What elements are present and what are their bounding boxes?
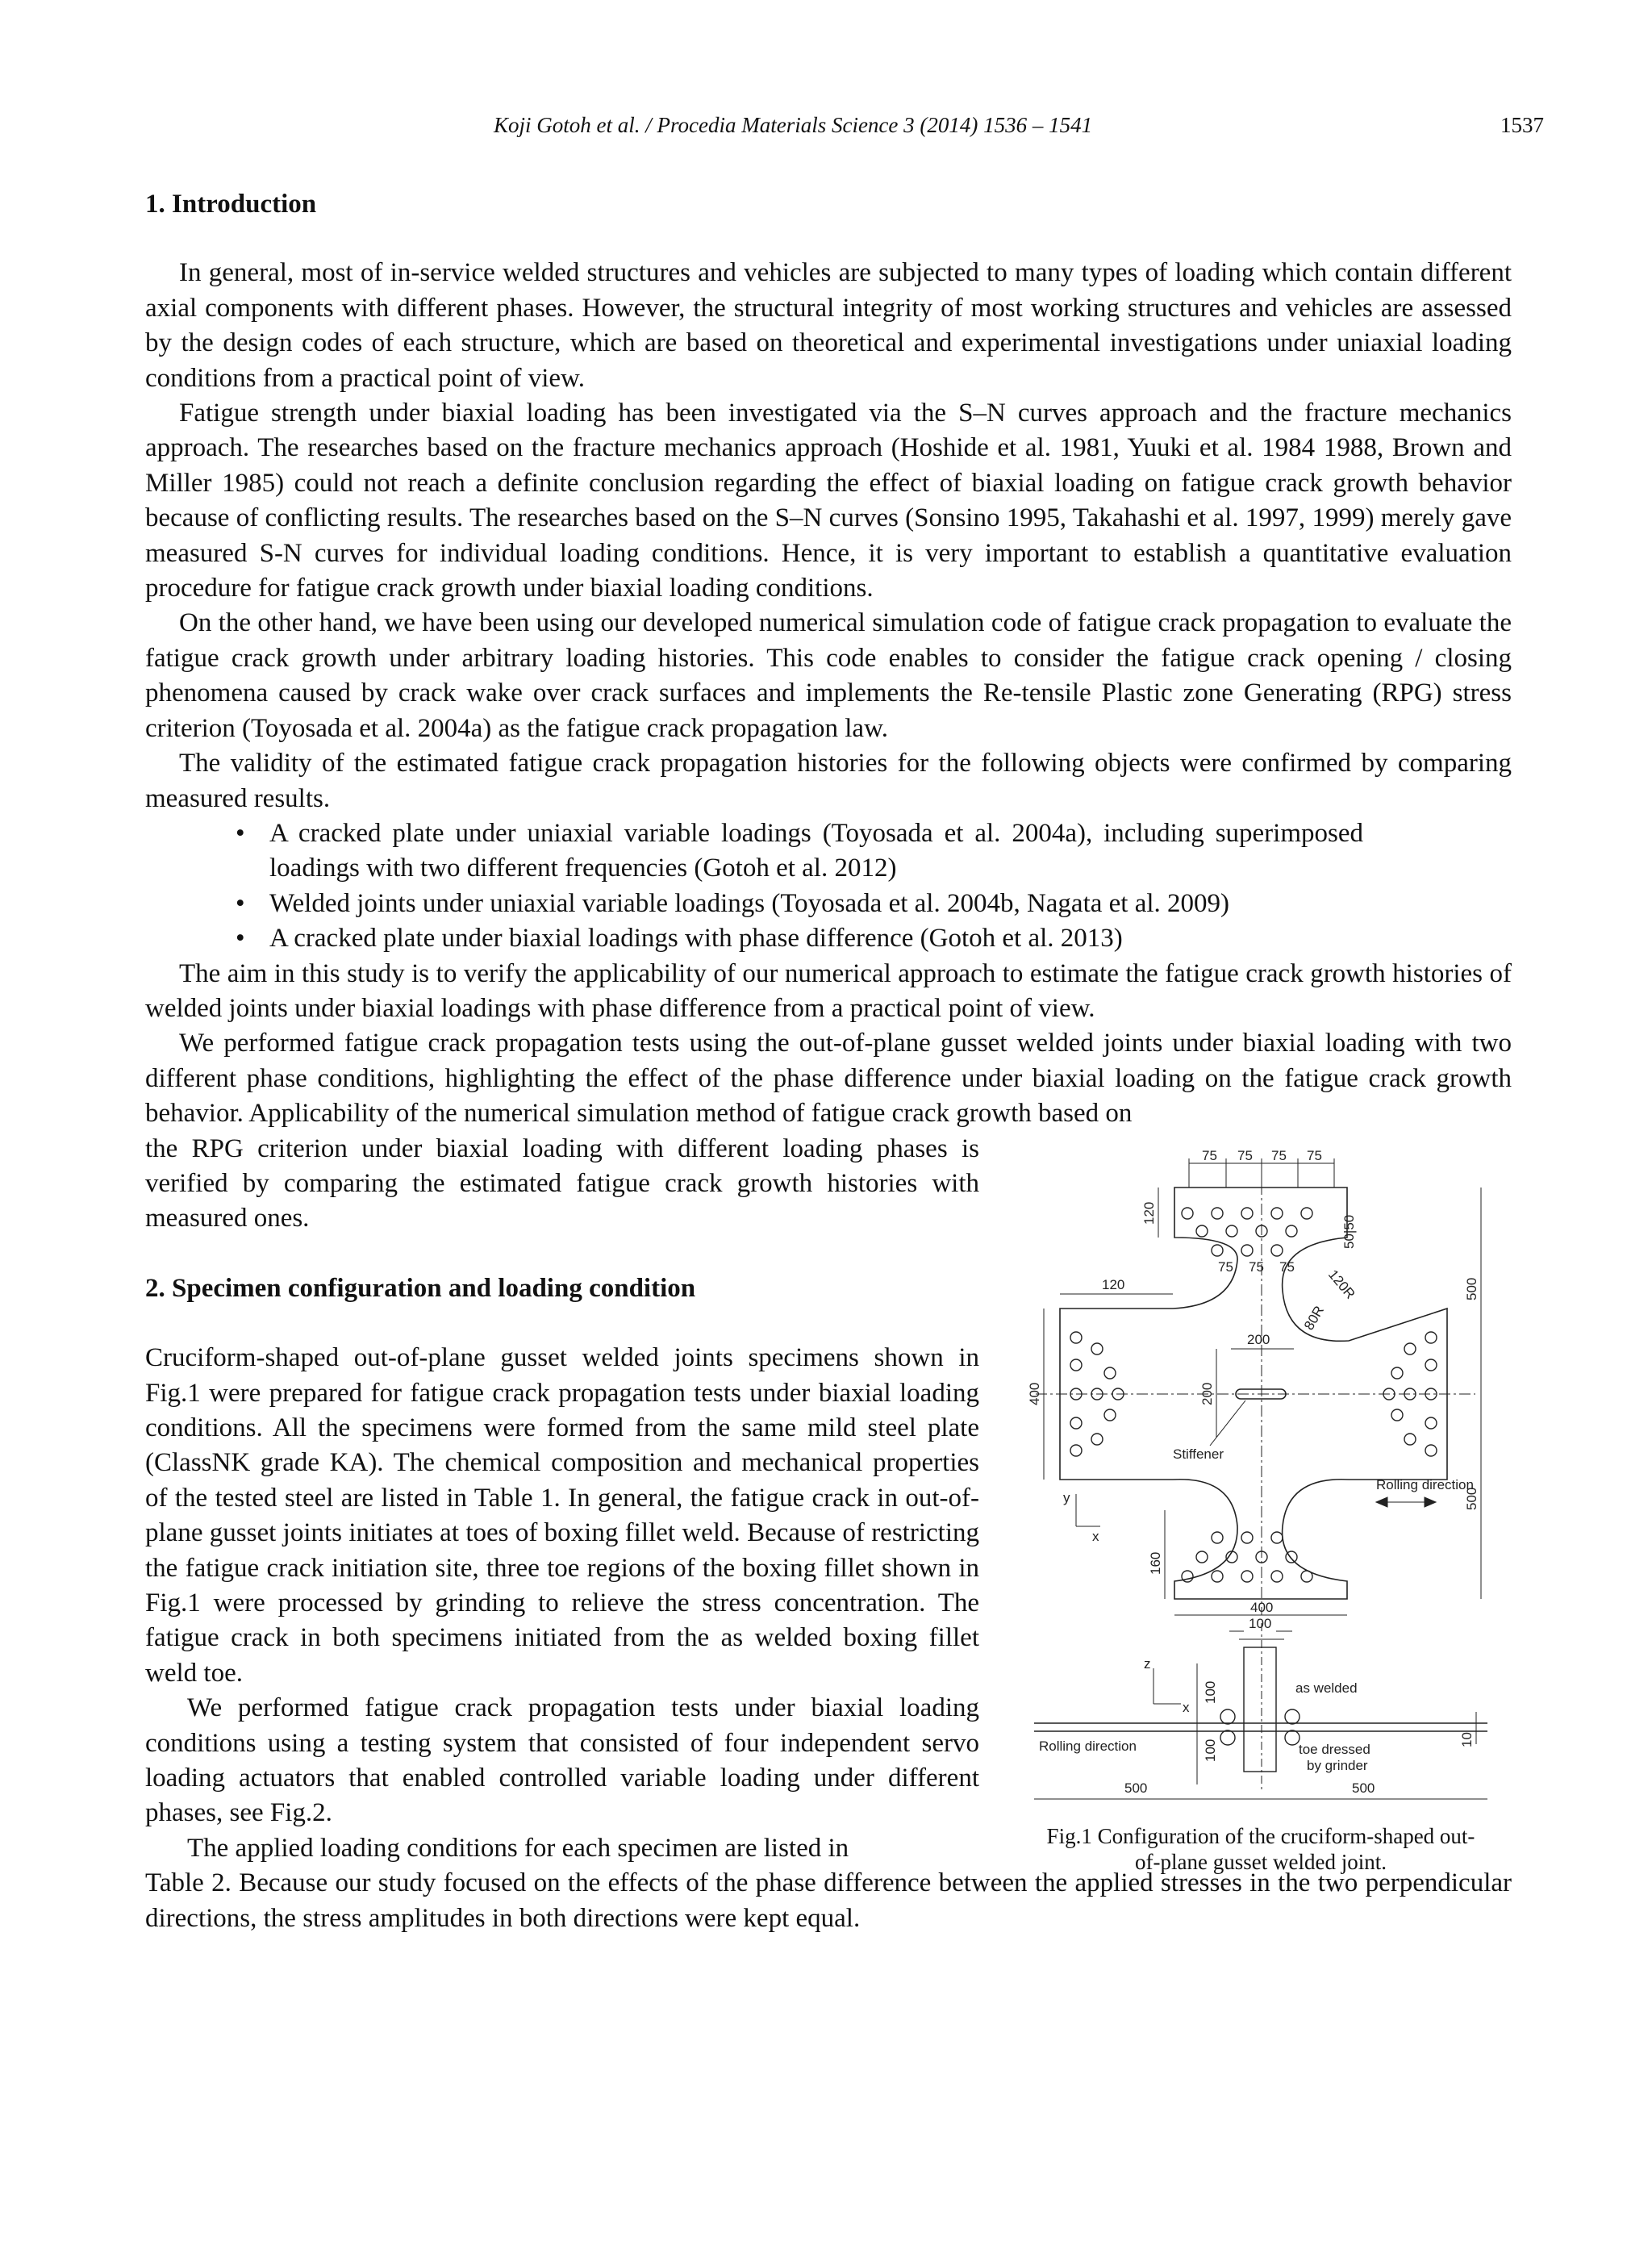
paragraph: The aim in this study is to verify the applicability of our numerical approach to estimate the fatigue crack growth histories of welded joints under biaxial loadings with phase difference from a practical point of view. <box>145 958 1512 1023</box>
section-heading-specimen: 2. Specimen configuration and loading condition <box>145 1273 696 1303</box>
list-item: • Welded joints under uniaxial variable loadings (Toyosada et al. 2004b, Nagata et al. 2009) <box>269 887 1363 921</box>
dim-100: 100 <box>1249 1616 1272 1631</box>
dim-120: 120 <box>1102 1277 1125 1292</box>
specimen-outline <box>1060 1188 1447 1599</box>
figure-cruciform-specimen <box>1012 1147 1496 1889</box>
toe-dressed-label: by grinder <box>1307 1758 1368 1773</box>
toe-dressed-label: toe dressed <box>1299 1742 1370 1757</box>
dim-200: 200 <box>1199 1382 1215 1405</box>
dim-50-50: 50|50 <box>1341 1214 1357 1249</box>
paragraph: The applied loading conditions for each specimen are listed in <box>187 1833 849 1863</box>
dim-500: 500 <box>1464 1277 1479 1300</box>
paragraph: Cruciform-shaped out-of-plane gusset welded joints specimens shown in Fig.1 were prepared for fatigue crack propagation tests under biaxial loading conditions. All the specimens were formed from the same mild steel plate (ClassNK grade KA). The chemical composition and mechanical properties of the tested steel are listed in Table 1. In general, the fatigue crack in out-of-plane gusset joints initiates at toes of boxing fillet weld. Because of restricting the fatigue crack initiation site, three toe regions of the boxing fillet shown in Fig.1 were processed by grinding to relieve the stress concentration. The fatigue crack in both specimens initiated from the as welded boxing fillet weld toe. <box>145 1343 979 1688</box>
dim-75: 75 <box>1202 1148 1217 1163</box>
paragraph: The validity of the estimated fatigue crack propagation histories for the following objects were confirmed by comparing measured results. <box>145 749 1512 813</box>
dim-400: 400 <box>1027 1382 1042 1405</box>
running-header <box>0 113 1652 145</box>
paragraph: the RPG criterion under biaxial loading with different loading phases is verified by comparing the estimated fatigue crack growth histories with measured ones. <box>145 1133 979 1233</box>
figure-caption <box>1023 1823 1499 1875</box>
dim-100: 100 <box>1203 1739 1218 1762</box>
left-column <box>145 1132 979 1867</box>
dim-75: 75 <box>1249 1259 1264 1275</box>
caption-line: Fig.1 Configuration of the cruciform-shaped out- <box>1046 1824 1475 1848</box>
caption-line: of-plane gusset welded joint. <box>1135 1850 1387 1874</box>
stiffener-label: Stiffener <box>1173 1446 1224 1462</box>
dim-500: 500 <box>1124 1780 1148 1796</box>
page-number: 1537 <box>1500 113 1544 137</box>
dim-400: 400 <box>1250 1600 1274 1615</box>
list-item: • A cracked plate under biaxial loadings with phase difference (Gotoh et al. 2013) <box>269 921 1363 956</box>
gusset-section <box>1244 1647 1276 1772</box>
paragraph: Table 2. Because our study focused on the effects of the phase difference between the applied stresses in the two perpendicular directions, the stress amplitudes in both directions were kept equal. <box>145 1868 1512 1933</box>
axis-z-label: z <box>1144 1656 1151 1672</box>
dim-75: 75 <box>1271 1148 1287 1163</box>
rolling-direction-label: Rolling direction <box>1039 1739 1137 1754</box>
dim-75: 75 <box>1307 1148 1322 1163</box>
paragraph: We performed fatigue crack propagation tests using the out-of-plane gusset welded joints under biaxial loading with two different phase conditions, highlighting the effect of the phase difference under biaxial loading on the fatigue crack growth behavior. Applicability of the numerical simulation method of fatigue crack growth based on <box>145 1029 1512 1129</box>
dim-160: 160 <box>1148 1551 1163 1575</box>
dim-10: 10 <box>1459 1732 1475 1747</box>
running-title: Koji Gotoh et al. / Procedia Materials Science 3 (2014) 1536 – 1541 <box>494 113 1093 137</box>
dim-500: 500 <box>1464 1487 1479 1510</box>
dim-75: 75 <box>1218 1259 1233 1275</box>
dim-500: 500 <box>1352 1780 1375 1796</box>
dim-75: 75 <box>1279 1259 1295 1275</box>
radius-80r: 80R <box>1301 1303 1328 1333</box>
paragraph: We performed fatigue crack propagation tests under biaxial loading conditions using a testing system that consisted of four independent servo loading actuators that enabled controlled variable loading under different phases, see Fig.2. <box>145 1693 979 1828</box>
paragraph: On the other hand, we have been using our developed numerical simulation code of fatigue crack propagation to evaluate the fatigue crack growth under arbitrary loading histories. This code enables to consider the fatigue crack opening / closing phenomena caused by crack wake over crack surfaces and implements the Re-tensile Plastic zone Generating (RPG) stress criterion (Toyosada et al. 2004a) as the fatigue crack propagation law. <box>145 608 1512 743</box>
axis-x-label: x <box>1092 1529 1099 1544</box>
paragraph: In general, most of in-service welded structures and vehicles are subjected to many types of loading which contain different axial components with different phases. However, the structural integrity of most working structures and vehicles are assessed by the design codes of each structure, which are based on theoretical and experimental investigations under uniaxial loading conditions from a practical point of view. <box>145 258 1512 393</box>
specimen-drawing <box>1012 1147 1496 1817</box>
bullet-list <box>145 816 1363 957</box>
list-item: • A cracked plate under uniaxial variable loadings (Toyosada et al. 2004a), including superimposed loadings with two different frequencies (Gotoh et al. 2012) <box>269 816 1363 887</box>
rolling-direction-label: Rolling direction <box>1376 1477 1474 1492</box>
dim-100: 100 <box>1203 1680 1218 1704</box>
section-heading-introduction: 1. Introduction <box>145 190 317 219</box>
as-welded-label: as welded <box>1295 1680 1358 1696</box>
dim-120: 120 <box>1141 1201 1157 1225</box>
axis-y-label: y <box>1063 1490 1070 1505</box>
axis-x-label: x <box>1183 1700 1190 1715</box>
paragraph: Fatigue strength under biaxial loading has been investigated via the S–N curves approach and the fracture mechanics approach. The researches based on the fracture mechanics approach (Hoshide et al. 1981, Yuuki et al. 1984 1988, Brown and Miller 1985) could not reach a definite conclusion regarding the effect of biaxial loading on fatigue crack growth behavior because of conflicting results. The researches based on the S–N curves (Sonsino 1995, Takahashi et al. 1997, 1999) merely gave measured S-N curves for individual loading conditions. Hence, it is very important to establish a quantitative evaluation procedure for fatigue crack growth under biaxial loading conditions. <box>145 399 1512 603</box>
radius-120r: 120R <box>1325 1267 1358 1302</box>
dim-200: 200 <box>1247 1332 1270 1347</box>
dim-75: 75 <box>1237 1148 1253 1163</box>
